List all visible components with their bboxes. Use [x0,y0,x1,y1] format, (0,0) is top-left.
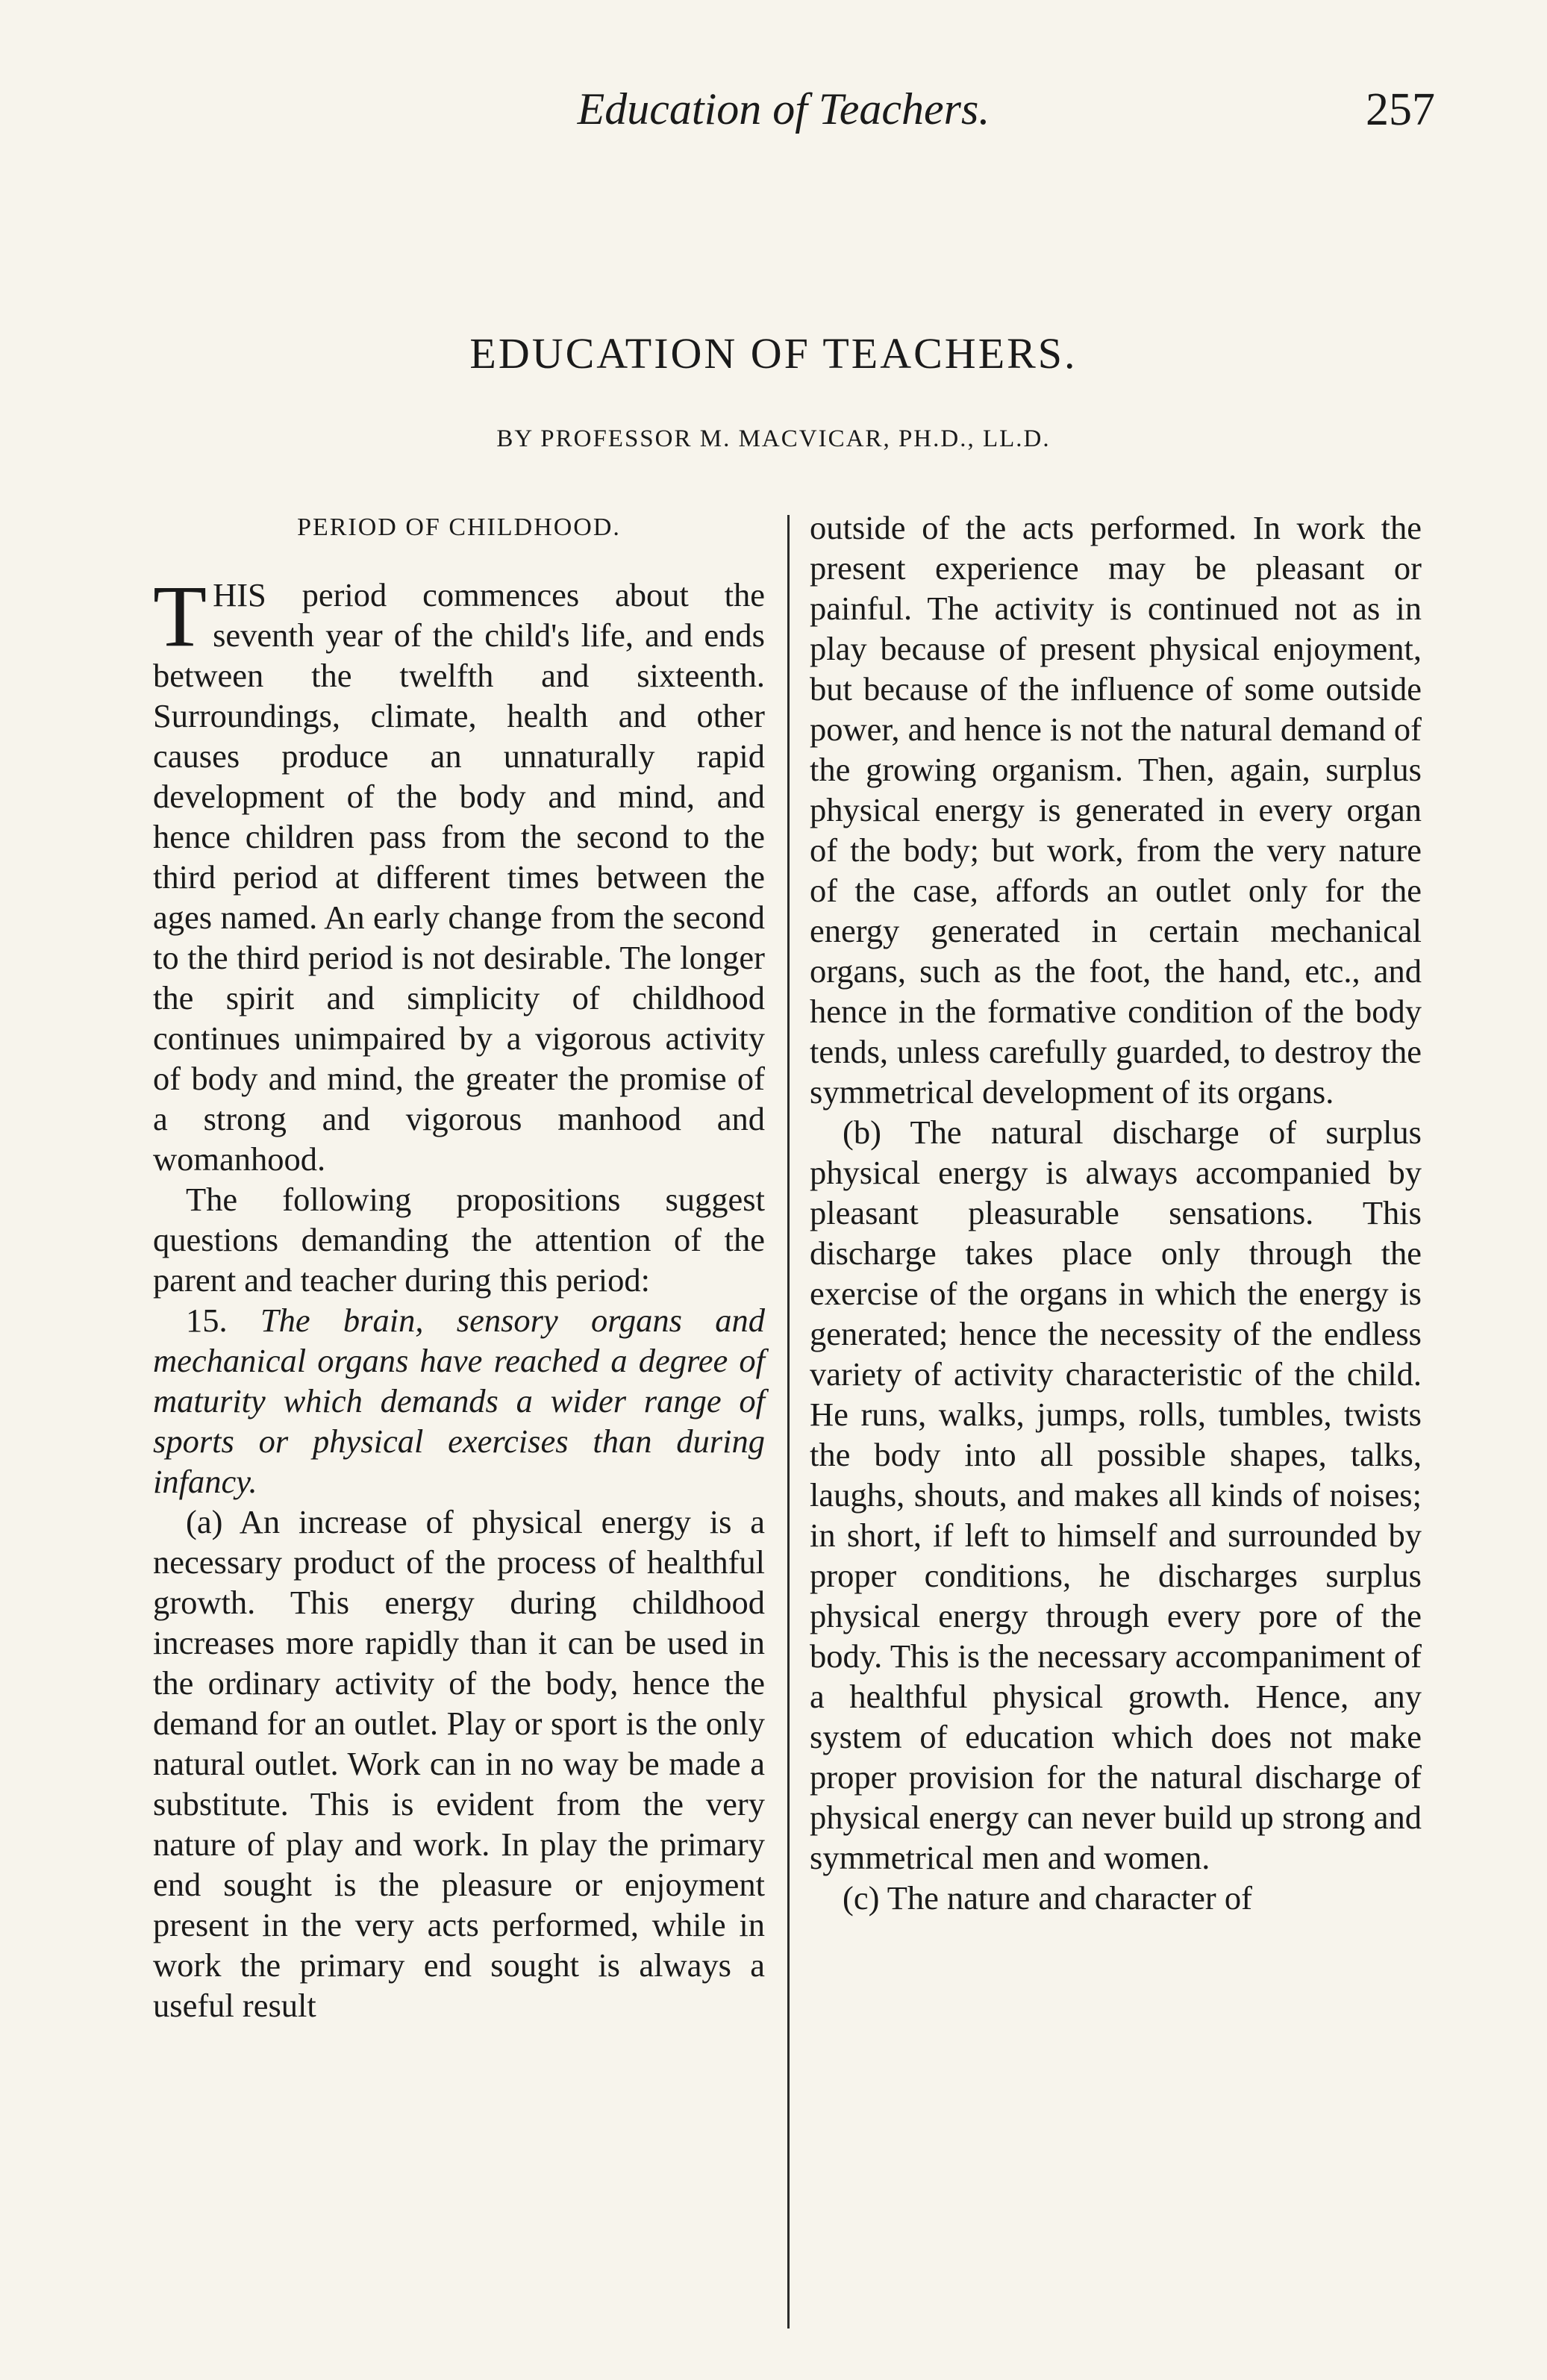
article-title: EDUCATION OF TEACHERS. [469,329,1078,378]
paragraph-c: (c) The nature and character of [843,1879,1252,1917]
section-heading: PERIOD OF CHILDHOOD. [297,513,621,541]
byline: BY PROFESSOR M. MACVICAR, PH.D., LL.D. [496,425,1051,452]
drop-cap: T [153,567,207,665]
page-number: 257 [1366,84,1435,135]
right-column [810,507,1422,1918]
running-title: Education of Teachers. [577,84,990,134]
paragraph-b: (b) The natural discharge of surplus physical energy is always accompanied by pleasant pleasurable sensations. This discharge takes place only through the exercise of the organs in which the energy is generated; hence the necessity of the endless variety of activity characteristic of the child. He runs, walks, jumps, rolls, tumbles, twists the body into all possible shapes, talks, laughs, shouts, and makes all kinds of noises; in short, if left to himself and surrounded by proper conditions, he discharges surplus physical energy through every pore of the body. This is the necessary accompaniment of a healthful physical growth. Hence, any system of education which does not make proper provision for the natural discharge of physical energy can never build up strong and symmetrical men and women. [810,1114,1422,1876]
paragraph-intro [153,567,765,1179]
paragraph-propositions: The following propositions suggest questions demanding the attention of the parent and teacher during this period: [153,1181,765,1299]
paragraph-continued: outside of the acts performed. In work the present experience may be pleasant or painful. The activity is continued not as in play because of present physical enjoyment, but because of the influence of some outside power, and hence is not the natural demand of the growing organism. Then, again, surplus physical energy is generated in every organ of the body; but work, from the very nature of the case, affords an outlet only for the energy generated in certain mechanical organs, such as the foot, the hand, etc., and hence in the formative condition of the body tends, unless carefully guarded, to destroy the symmetrical development of its organs. [810,509,1422,1111]
running-head [0,84,1547,143]
proposition-number: 15. [186,1302,228,1339]
paragraph-a: (a) An increase of physical energy is a necessary product of the process of healthful growth. This energy during childhood increases more rapidly than it can be used in the ordinary activity of the body, hence the demand for an outlet. Play or sport is the only natural outlet. Work can in no way be made a substitute. This is evident from the very nature of play and work. In play the primary end sought is the pleasure or enjoyment present in the very acts performed, while in work the primary end sought is always a useful result [153,1503,765,2024]
proposition-text: The brain, sensory organs and mechanical organs have reached a degree of maturity which demands a wider range of sports or physical exercises than during infancy. [153,1302,766,1500]
column-divider [787,515,790,2329]
left-column [153,507,765,2026]
paragraph-intro-text: HIS period commences about the seventh year of the child's life, and ends between the twelfth and sixteenth. Surroundings, climate, health and other causes produce an unnaturally rapid development of the body and mind, and hence children pass from the second to the third period at different times between the ages named. An early change from the second to the third period is not desirable. The longer the spirit and simplicity of childhood continues unimpaired by a vigorous activity of body and mind, the greater the promise of a strong and vigorous manhood and womanhood. [153,576,765,1178]
proposition-15 [153,1300,765,1502]
